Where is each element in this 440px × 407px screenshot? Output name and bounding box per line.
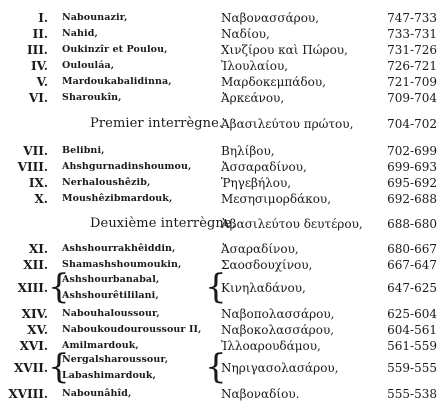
reign-years: 747-733: [387, 11, 437, 25]
table-row: [0, 90, 440, 106]
greek-name: Ἀρκεάνου,: [221, 91, 285, 105]
assyrian-name: Amilmardouk,: [62, 340, 139, 351]
regnal-number: XI.: [28, 242, 48, 256]
regnal-number: II.: [32, 27, 48, 41]
regnal-number: IX.: [28, 176, 48, 190]
reign-years: 733-731: [387, 27, 437, 41]
reign-years: 604-561: [387, 323, 437, 337]
regnal-number: XVI.: [19, 339, 48, 353]
reign-years: 680-667: [387, 242, 437, 256]
reign-years: 699-693: [387, 160, 437, 174]
assyrian-name: Belibni,: [62, 145, 105, 156]
regnal-number: XV.: [27, 323, 48, 337]
reign-years: 688-680: [387, 217, 437, 231]
greek-name: Νηριγασολασάρου,: [221, 361, 339, 375]
assyrian-name: Ashshourbanabal,: [62, 274, 160, 285]
greek-name: Ἀσαραδίνου,: [221, 242, 299, 256]
table-row: [0, 58, 440, 74]
greek-name: Βηλίβου,: [221, 144, 275, 158]
assyrian-name: Ashshourêtililani,: [62, 290, 159, 301]
assyrian-name: Nergalsharoussour,: [62, 354, 169, 365]
assyrian-name: Nabounâhîd,: [62, 388, 132, 399]
interregnum-label: Premier interrègne.: [90, 116, 224, 131]
reign-years: 692-688: [387, 192, 437, 206]
regnal-number: III.: [26, 43, 48, 57]
interregnum-label: Deuxième interrègne,: [90, 216, 236, 231]
assyrian-name: Shamashshoumoukin,: [62, 259, 182, 270]
greek-name: Χινζίρου καὶ Πώρου,: [221, 43, 348, 57]
greek-name: Ἰλουλαίου,: [221, 59, 289, 73]
table-row: [0, 159, 440, 175]
assyrian-name: Nabounazir,: [62, 12, 128, 23]
regnal-number: XIV.: [21, 307, 48, 321]
regnal-number: I.: [38, 11, 48, 25]
table-row: [0, 386, 440, 402]
left-brace-icon: {: [48, 347, 70, 387]
regnal-number: VIII.: [17, 160, 48, 174]
interregnum-row: [0, 116, 440, 132]
reign-years: 625-604: [387, 307, 437, 321]
table-row: [0, 42, 440, 58]
reign-years: 695-692: [387, 176, 437, 190]
greek-name: Ῥηγεβήλου,: [221, 176, 292, 190]
regnal-number: VI.: [28, 91, 48, 105]
regnal-number: VII.: [23, 144, 48, 158]
greek-name: Ἰλλοαρουδάμου,: [221, 339, 321, 353]
reign-years: 667-647: [387, 258, 437, 272]
assyrian-name: Naboukoudouroussour II,: [62, 324, 202, 335]
assyrian-name: Ashshourrakhêiddin,: [62, 243, 176, 254]
greek-name: Ναβοκολασσάρου,: [221, 323, 335, 337]
regnal-number: XIII.: [17, 281, 48, 295]
table-row: [0, 175, 440, 191]
table-row: [0, 26, 440, 42]
regnal-number: X.: [34, 192, 48, 206]
assyrian-name: Nerhaloushêzib,: [62, 177, 151, 188]
table-row: [0, 10, 440, 26]
regnal-number: XII.: [23, 258, 48, 272]
greek-name: Κινηλαδάνου,: [221, 281, 306, 295]
assyrian-name: Moushêzibmardouk,: [62, 193, 173, 204]
greek-name: Ἀβασιλεύτου πρώτου,: [221, 117, 354, 131]
table-row: [0, 74, 440, 90]
reign-years: 721-709: [387, 75, 437, 89]
reign-years: 561-559: [387, 339, 437, 353]
greek-name: Σαοσδουχίνου,: [221, 258, 313, 272]
table-row: [0, 322, 440, 338]
reign-years: 731-726: [387, 43, 437, 57]
assyrian-name: Ahshgurnadinshoumou,: [62, 161, 192, 172]
greek-name: Ναβοπολασσάρου,: [221, 307, 335, 321]
table-row: [0, 143, 440, 159]
assyrian-name: Nahid,: [62, 28, 98, 39]
interregnum-row: [0, 216, 440, 232]
assyrian-name: Mardoukabalidinna,: [62, 76, 172, 87]
greek-name: Μεσησιμορδάκου,: [221, 192, 332, 206]
left-brace-icon: {: [205, 267, 227, 307]
assyrian-name: Oulouláa,: [62, 60, 115, 71]
table-row: [0, 306, 440, 322]
greek-name: Ἀσσαραδίνου,: [221, 160, 307, 174]
greek-name: Ναδίου,: [221, 27, 270, 41]
regnal-number: V.: [36, 75, 48, 89]
left-brace-icon: {: [48, 267, 70, 307]
greek-name: Ναβοναδίου.: [221, 387, 300, 401]
assyrian-name: Labashimardouk,: [62, 370, 156, 381]
reign-years: 726-721: [387, 59, 437, 73]
reign-years: 559-555: [387, 361, 437, 375]
assyrian-name: Oukinzîr et Poulou,: [62, 44, 168, 55]
left-brace-icon: {: [205, 347, 227, 387]
regnal-number: XVIII.: [8, 387, 48, 401]
assyrian-name: Nabouhaloussour,: [62, 308, 160, 319]
regnal-number: IV.: [30, 59, 48, 73]
greek-name: Ἀβασιλεύτου δευτέρου,: [221, 217, 363, 231]
reign-years: 555-538: [387, 387, 437, 401]
table-row: [0, 191, 440, 207]
reign-years: 647-625: [387, 281, 437, 295]
greek-name: Μαρδοκεμπάδου,: [221, 75, 326, 89]
regnal-number: XVII.: [13, 361, 48, 375]
assyrian-name: Sharoukîn,: [62, 92, 122, 103]
greek-name: Ναβονασσάρου,: [221, 11, 320, 25]
reign-years: 704-702: [387, 117, 437, 131]
reign-years: 702-699: [387, 144, 437, 158]
reign-years: 709-704: [387, 91, 437, 105]
table-row: [0, 241, 440, 257]
